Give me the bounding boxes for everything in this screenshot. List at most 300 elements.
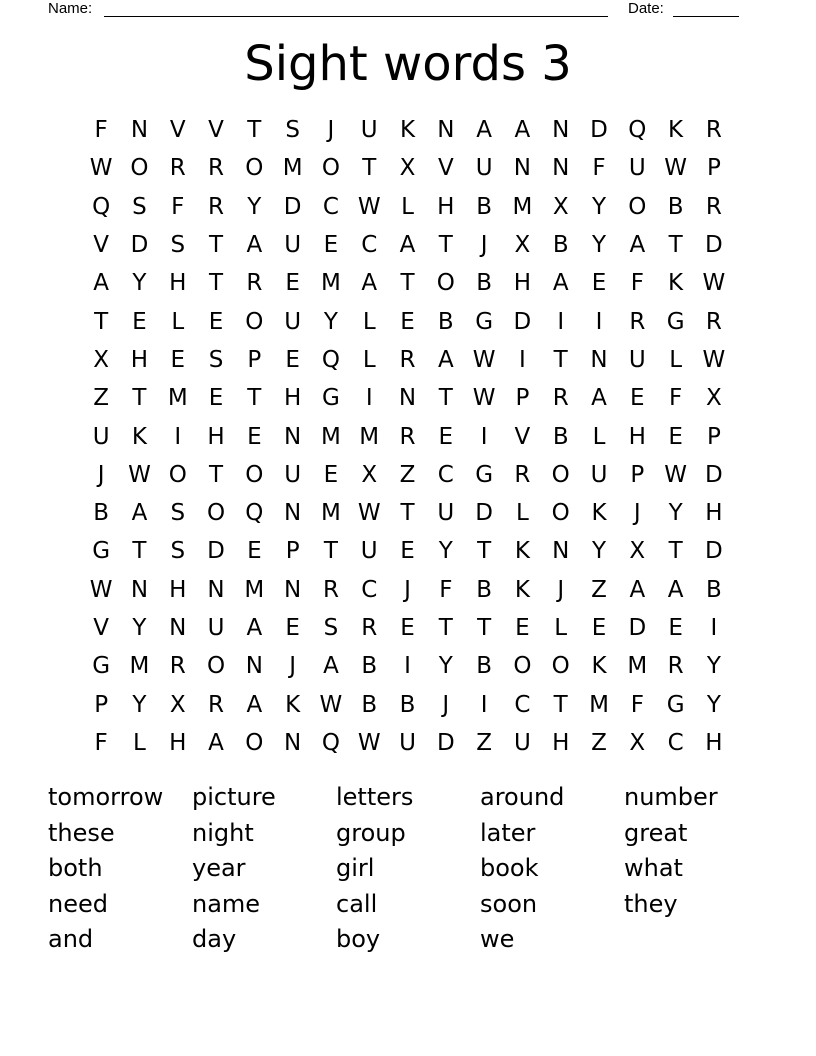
grid-letter: N (552, 538, 570, 565)
grid-letter: V (169, 117, 186, 144)
grid-letter: E (247, 538, 262, 565)
grid-letter: H (169, 576, 187, 603)
grid-letter: W (357, 193, 381, 220)
grid-letter: E (285, 615, 300, 641)
grid-letter: R (705, 308, 722, 335)
grid-letter: O (206, 653, 226, 680)
grid-letter: Y (591, 232, 607, 259)
grid-letter: Q (92, 193, 111, 220)
grid-letter: M (627, 653, 648, 680)
grid-letter: B (552, 423, 569, 450)
grid-letter: L (516, 500, 529, 527)
grid-letter: T (668, 232, 683, 259)
grid-letter: G (475, 308, 494, 335)
grid-letter: B (476, 270, 492, 297)
grid-letter: K (514, 576, 530, 603)
grid-letter: F (94, 117, 108, 144)
grid-letter: X (706, 385, 722, 412)
grid-letter: L (171, 308, 185, 335)
grid-letter: L (362, 346, 376, 373)
grid-letter: J (557, 576, 565, 603)
grid-letter: H (705, 500, 723, 527)
grid-letter: I (480, 423, 488, 450)
grid-letter: D (207, 538, 225, 565)
grid-letter: R (399, 346, 416, 373)
grid-letter: Z (476, 729, 492, 756)
grid-letter: J (404, 576, 411, 603)
grid-letter: B (706, 576, 722, 603)
grid-letter: K (131, 423, 147, 450)
word-bank-item: call (336, 889, 378, 918)
grid-letter: Y (591, 193, 607, 220)
grid-letter: F (171, 193, 185, 220)
grid-letter: N (552, 155, 570, 182)
word-bank-item: tomorrow (48, 783, 164, 811)
grid-letter: T (362, 155, 377, 182)
word-bank-item: great (624, 818, 688, 847)
grid-letter: Q (321, 729, 340, 756)
grid-letter: M (167, 385, 188, 412)
grid-letter: I (404, 653, 411, 680)
grid-letter: M (512, 193, 533, 220)
word-bank-item: number (624, 783, 718, 811)
grid-letter: E (668, 423, 683, 450)
grid-letter: V (93, 615, 110, 641)
grid-letter: E (208, 385, 224, 412)
grid-letter: C (361, 232, 378, 259)
grid-letter: W (664, 461, 687, 488)
grid-letter: R (246, 270, 263, 297)
grid-letter: B (399, 691, 416, 718)
grid-letter: T (94, 308, 109, 335)
grid-letter: Z (591, 729, 607, 756)
word-bank-item: these (48, 818, 115, 847)
grid-letter: E (323, 461, 339, 488)
header (0, 0, 816, 20)
grid-letter: C (667, 729, 684, 756)
name-blank-line[interactable] (104, 16, 608, 17)
grid-letter: P (706, 423, 721, 450)
grid-letter: P (247, 346, 262, 373)
grid-letter: C (437, 461, 454, 488)
grid-letter: T (400, 500, 415, 527)
grid-letter: T (477, 538, 492, 565)
grid-letter: N (590, 346, 608, 373)
date-label: Date: (628, 0, 664, 17)
grid-letter: T (438, 615, 453, 641)
grid-letter: O (551, 653, 570, 680)
word-bank-item: girl (336, 854, 375, 882)
grid-letter: E (132, 308, 147, 335)
grid-letter: I (710, 615, 718, 641)
grid-letter: B (552, 232, 569, 259)
grid-letter: M (321, 423, 341, 450)
grid-letter: E (438, 423, 454, 450)
grid-letter: M (129, 653, 150, 680)
grid-letter: E (591, 615, 607, 641)
grid-letter: T (247, 385, 262, 412)
grid-letter: S (170, 500, 186, 527)
grid-letter: E (247, 423, 262, 450)
grid-letter: A (514, 117, 531, 144)
grid-letter: N (513, 155, 532, 182)
grid-letter: Y (706, 653, 721, 680)
grid-letter: T (668, 538, 683, 565)
word-bank-item: name (192, 889, 261, 918)
grid-letter: B (93, 500, 110, 527)
word-bank-item: and (48, 925, 94, 953)
grid-letter: T (247, 117, 262, 144)
word-bank-item: around (480, 783, 565, 811)
grid-letter: O (436, 270, 455, 297)
grid-letter: G (92, 538, 111, 565)
grid-letter: T (132, 385, 147, 412)
word-bank-item: boy (336, 925, 381, 953)
word-bank-item: day (192, 925, 237, 953)
grid-letter: T (209, 270, 224, 297)
grid-letter: R (705, 117, 722, 144)
grid-letter: Q (245, 500, 264, 527)
grid-letter: K (668, 270, 684, 297)
grid-letter: U (628, 155, 646, 182)
grid-letter: W (357, 500, 381, 527)
grid-letter: U (399, 729, 416, 756)
grid-letter: G (475, 461, 494, 488)
grid-letter: U (284, 461, 302, 488)
grid-letter: B (476, 653, 492, 680)
grid-letter: F (439, 576, 453, 603)
grid-letter: E (170, 346, 186, 373)
grid-letter: A (361, 270, 378, 297)
grid-letter: Z (591, 576, 607, 603)
grid-letter: B (437, 308, 454, 335)
grid-letter: R (208, 155, 225, 182)
grid-letter: E (208, 308, 224, 335)
grid-letter: W (89, 155, 113, 182)
grid-letter: M (282, 155, 303, 182)
grid-letter: Q (321, 346, 340, 373)
grid-letter: Y (438, 538, 453, 565)
grid-letter: A (591, 385, 607, 412)
grid-letter: Z (93, 385, 110, 412)
grid-letter: J (97, 461, 105, 488)
grid-letter: O (513, 653, 532, 680)
grid-letter: K (668, 117, 684, 144)
grid-letter: A (629, 232, 646, 259)
grid-letter: W (472, 346, 496, 373)
name-label: Name: (48, 0, 93, 17)
grid-letter: Z (399, 461, 416, 488)
grid-letter: O (628, 193, 647, 220)
grid-letter: R (705, 193, 722, 220)
word-bank-item: picture (192, 783, 276, 811)
grid-letter: T (209, 461, 224, 488)
grid-letter: D (513, 308, 532, 335)
grid-letter: A (667, 576, 684, 603)
grid-letter: D (705, 232, 723, 259)
grid-letter: X (361, 461, 378, 488)
grid-letter: E (400, 538, 415, 565)
grid-letter: O (168, 461, 187, 488)
grid-letter: C (322, 193, 339, 220)
grid-letter: H (130, 346, 149, 373)
grid-letter: Y (132, 615, 147, 641)
grid-letter: G (666, 308, 685, 335)
grid-letter: Q (628, 117, 647, 144)
grid-letter: L (401, 193, 414, 220)
grid-letter: G (666, 691, 685, 718)
grid-letter: Y (438, 653, 453, 680)
grid-letter: U (628, 346, 646, 373)
grid-letter: D (590, 117, 608, 144)
grid-letter: A (131, 500, 148, 527)
grid-letter: C (514, 691, 531, 718)
grid-letter: M (244, 576, 265, 603)
grid-letter: C (361, 576, 378, 603)
grid-letter: S (170, 232, 186, 259)
grid-letter: K (591, 653, 607, 680)
grid-letter: M (321, 500, 341, 527)
grid-letter: L (554, 615, 568, 641)
grid-letter: J (442, 691, 450, 718)
grid-letter: D (705, 538, 723, 565)
grid-letter: S (285, 117, 300, 144)
word-bank-item: need (48, 889, 108, 918)
grid-letter: I (595, 308, 603, 335)
grid-letter: W (664, 155, 687, 182)
grid-letter: A (246, 615, 263, 641)
grid-letter: G (322, 385, 340, 412)
grid-letter: J (633, 500, 641, 527)
grid-letter: B (476, 193, 492, 220)
grid-letter: Y (323, 308, 338, 335)
grid-letter: A (246, 691, 263, 718)
grid-letter: W (89, 576, 113, 603)
grid-letter: S (170, 538, 186, 565)
grid-letter: N (207, 576, 225, 603)
grid-letter: E (323, 232, 339, 259)
grid-letter: N (245, 653, 263, 680)
grid-letter: O (245, 729, 264, 756)
grid-letter: H (628, 423, 646, 450)
grid-letter: E (630, 385, 645, 412)
grid-letter: F (668, 385, 683, 412)
grid-letter: U (475, 155, 493, 182)
grid-letter: O (245, 461, 264, 488)
grid-letter: R (208, 691, 225, 718)
grid-letter: H (552, 729, 570, 756)
grid-letter: X (169, 691, 186, 718)
grid-letter: X (399, 155, 416, 182)
grid-letter: E (285, 270, 300, 297)
word-bank-item: letters (336, 783, 414, 811)
grid-letter: Y (668, 500, 683, 527)
grid-letter: D (705, 461, 723, 488)
grid-letter: K (514, 538, 530, 565)
grid-letter: U (92, 423, 110, 450)
grid-letter: B (667, 193, 684, 220)
grid-letter: W (357, 729, 381, 756)
word-bank (48, 780, 768, 958)
grid-letter: S (323, 615, 339, 641)
grid-letter: A (399, 232, 416, 259)
grid-letter: E (591, 270, 607, 297)
grid-letter: N (552, 117, 570, 144)
grid-letter: U (437, 500, 455, 527)
grid-letter: T (323, 538, 338, 565)
grid-letter: L (592, 423, 606, 450)
word-bank-item: night (192, 818, 254, 847)
grid-letter: X (514, 232, 531, 259)
grid-letter: I (519, 346, 526, 373)
grid-letter: T (438, 385, 453, 412)
grid-letter: I (174, 423, 182, 450)
grid-letter: A (323, 653, 339, 680)
grid-letter: K (591, 500, 607, 527)
grid-letter: A (208, 729, 224, 756)
grid-letter: U (284, 232, 302, 259)
date-blank-line[interactable] (673, 16, 739, 17)
grid-letter: N (169, 615, 187, 641)
grid-letter: R (399, 423, 416, 450)
grid-letter: S (208, 346, 224, 373)
grid-letter: H (513, 270, 532, 297)
grid-letter: A (246, 232, 263, 259)
grid-letter: D (436, 729, 455, 756)
grid-letter: O (206, 500, 226, 527)
grid-letter: T (132, 538, 147, 565)
grid-letter: A (476, 117, 492, 144)
grid-letter: J (480, 232, 488, 259)
grid-letter: T (400, 270, 415, 297)
grid-letter: T (553, 346, 568, 373)
grid-letter: B (361, 691, 378, 718)
grid-letter: O (245, 155, 264, 182)
grid-letter: R (667, 653, 684, 680)
grid-letter: L (133, 729, 146, 756)
grid-letter: F (630, 691, 644, 718)
grid-letter: P (706, 155, 721, 182)
grid-letter: R (514, 461, 531, 488)
word-bank-item: we (480, 925, 515, 953)
word-bank-item: what (624, 854, 683, 882)
page-title: Sight words 3 (244, 36, 572, 92)
grid-letter: O (551, 500, 570, 527)
grid-letter: I (365, 385, 373, 412)
grid-letter: B (361, 653, 378, 680)
grid-letter: A (437, 346, 454, 373)
grid-letter: N (130, 576, 149, 603)
grid-letter: H (169, 729, 187, 756)
grid-letter: H (283, 385, 302, 412)
grid-letter: U (284, 308, 302, 335)
grid-letter: W (128, 461, 151, 488)
grid-letter: N (398, 385, 417, 412)
grid-letter: M (589, 691, 609, 718)
grid-letter: V (208, 117, 224, 144)
grid-letter: V (93, 232, 110, 259)
grid-letter: U (513, 729, 531, 756)
grid-letter: H (437, 193, 455, 220)
grid-letter: W (319, 691, 343, 718)
word-bank-item: both (48, 854, 103, 882)
grid-letter: X (629, 729, 646, 756)
grid-letter: X (93, 346, 110, 373)
word-bank-item: year (192, 854, 246, 882)
grid-letter: R (208, 193, 225, 220)
grid-letter: T (477, 615, 492, 641)
grid-letter: K (399, 117, 416, 144)
grid-letter: H (207, 423, 225, 450)
grid-letter: P (630, 461, 645, 488)
grid-letter: F (630, 270, 644, 297)
grid-letter: E (400, 615, 415, 641)
grid-letter: S (132, 193, 147, 220)
grid-letter: B (476, 576, 492, 603)
grid-letter: V (437, 155, 454, 182)
grid-letter: N (130, 117, 149, 144)
grid-letter: E (400, 308, 415, 335)
grid-letter: D (130, 232, 149, 259)
grid-letter: L (362, 308, 376, 335)
grid-letter: R (169, 653, 186, 680)
grid-letter: J (327, 117, 335, 144)
grid-letter: D (475, 500, 493, 527)
grid-letter: E (285, 346, 300, 373)
grid-letter: U (360, 538, 378, 565)
grid-letter: U (360, 117, 378, 144)
grid-letter: H (705, 729, 723, 756)
grid-letter: I (480, 691, 488, 718)
letter-grid (82, 111, 733, 762)
grid-letter: E (515, 615, 530, 641)
grid-letter: F (592, 155, 606, 182)
grid-letter: U (590, 461, 608, 488)
grid-letter: P (94, 691, 109, 718)
grid-letter: U (207, 615, 225, 641)
grid-letter: T (209, 232, 224, 259)
grid-letter: T (553, 691, 568, 718)
grid-letter: Y (247, 193, 262, 220)
grid-letter: R (552, 385, 569, 412)
grid-letter: W (472, 385, 496, 412)
grid-letter: N (284, 423, 302, 450)
grid-letter: I (557, 308, 565, 335)
grid-letter: M (359, 423, 380, 450)
grid-letter: Y (132, 270, 147, 297)
grid-letter: A (93, 270, 110, 297)
grid-letter: O (245, 308, 264, 335)
grid-letter: P (285, 538, 300, 565)
grid-letter: V (514, 423, 531, 450)
grid-letter: R (169, 155, 186, 182)
grid-letter: Y (132, 691, 147, 718)
word-bank-item: they (624, 889, 678, 918)
grid-letter: R (629, 308, 646, 335)
grid-letter: Y (706, 691, 721, 718)
grid-letter: W (702, 346, 726, 373)
grid-letter: P (515, 385, 530, 412)
grid-letter: F (94, 729, 108, 756)
grid-letter: J (289, 653, 297, 680)
grid-letter: O (551, 461, 570, 488)
word-bank-item: group (336, 818, 406, 847)
grid-letter: M (321, 270, 341, 297)
grid-letter: N (437, 117, 455, 144)
grid-letter: N (284, 729, 302, 756)
grid-letter: E (668, 615, 683, 641)
grid-letter: O (130, 155, 149, 182)
